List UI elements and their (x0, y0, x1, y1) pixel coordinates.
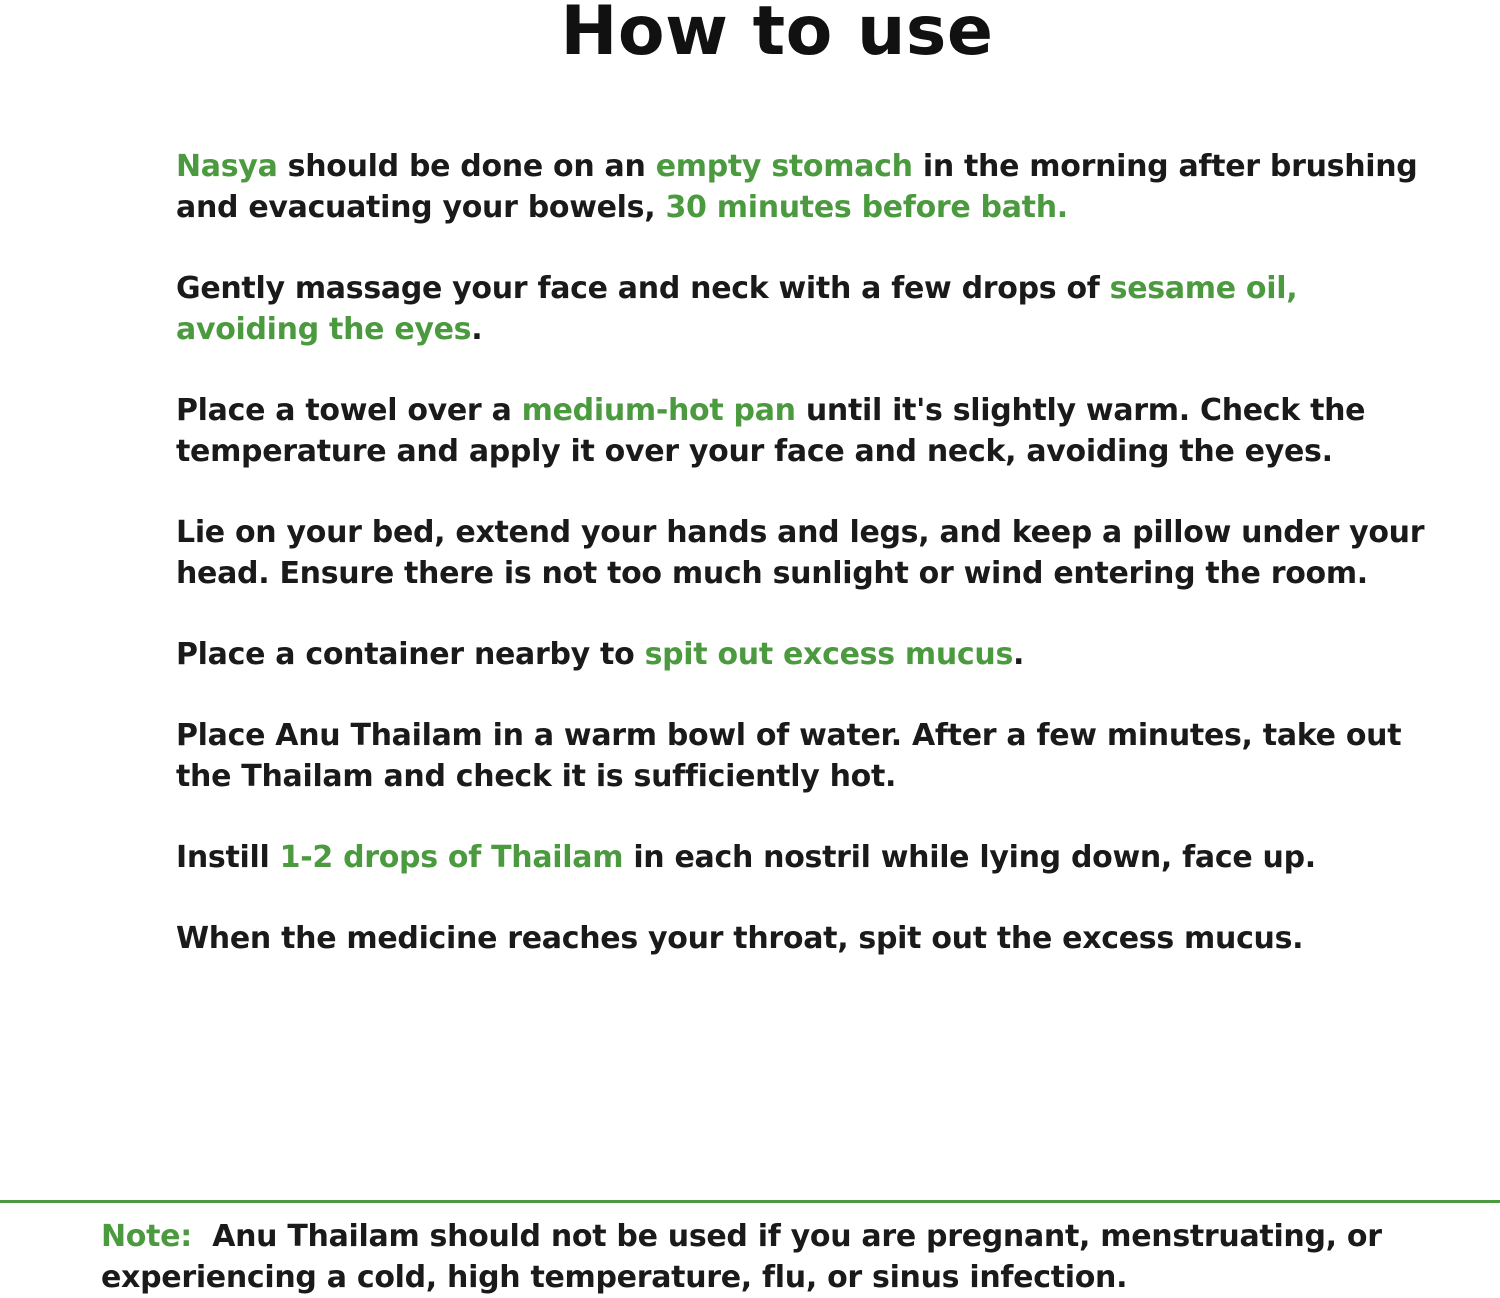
note-label: Note: (101, 1219, 192, 1254)
step-text: Place a container nearby to (176, 637, 645, 672)
step-text: Place a towel over a (176, 393, 522, 428)
step-text: Gently massage your face and neck with a few drops of (176, 271, 1110, 306)
instruction-step (176, 146, 1456, 228)
step-text: Lie on your bed, extend your hands and legs, and keep a pillow under your head. Ensure there is not too much sunlight or wind entering the room. (176, 515, 1425, 591)
highlight-text: Nasya (176, 149, 278, 184)
highlight-text: medium-hot pan (521, 393, 796, 428)
instructions-list (176, 146, 1456, 999)
highlight-text: 30 minutes before bath. (665, 190, 1068, 225)
step-text: Instill (176, 840, 280, 875)
step-text: until it's slightly warm. Check the temperature and apply it over your face and neck, avoiding the eyes. (176, 393, 1366, 469)
step-text: in the morning after brushing and evacuating your bowels, (176, 149, 1418, 225)
section-divider (0, 1200, 1500, 1203)
instruction-step (176, 512, 1456, 594)
step-text: Place Anu Thailam in a warm bowl of water. After a few minutes, take out the Thailam and check it is sufficiently hot. (176, 718, 1402, 794)
instruction-step (176, 390, 1456, 472)
instruction-step (176, 634, 1456, 675)
highlight-text: sesame oil, (1109, 271, 1298, 306)
highlight-text: empty stomach (655, 149, 913, 184)
instruction-step (176, 918, 1456, 959)
instruction-step (176, 268, 1456, 350)
step-text: in each nostril while lying down, face up. (623, 840, 1316, 875)
note-text: Anu Thailam should not be used if you are pregnant, menstruating, or experiencing a cold, high temperature, flu, or sinus infection. (101, 1219, 1382, 1295)
highlight-text: avoiding the eyes (176, 312, 472, 347)
step-text: When the medicine reaches your throat, spit out the excess mucus. (176, 921, 1304, 956)
step-text: . (1013, 637, 1025, 672)
instruction-step (176, 715, 1456, 797)
highlight-text: 1-2 drops of Thailam (279, 840, 624, 875)
step-text: . (471, 312, 483, 347)
note-block (101, 1216, 1461, 1298)
page-title: How to use (560, 0, 994, 71)
step-text: should be done on an (277, 149, 656, 184)
highlight-text: spit out excess mucus (644, 637, 1014, 672)
instruction-step (176, 837, 1456, 878)
